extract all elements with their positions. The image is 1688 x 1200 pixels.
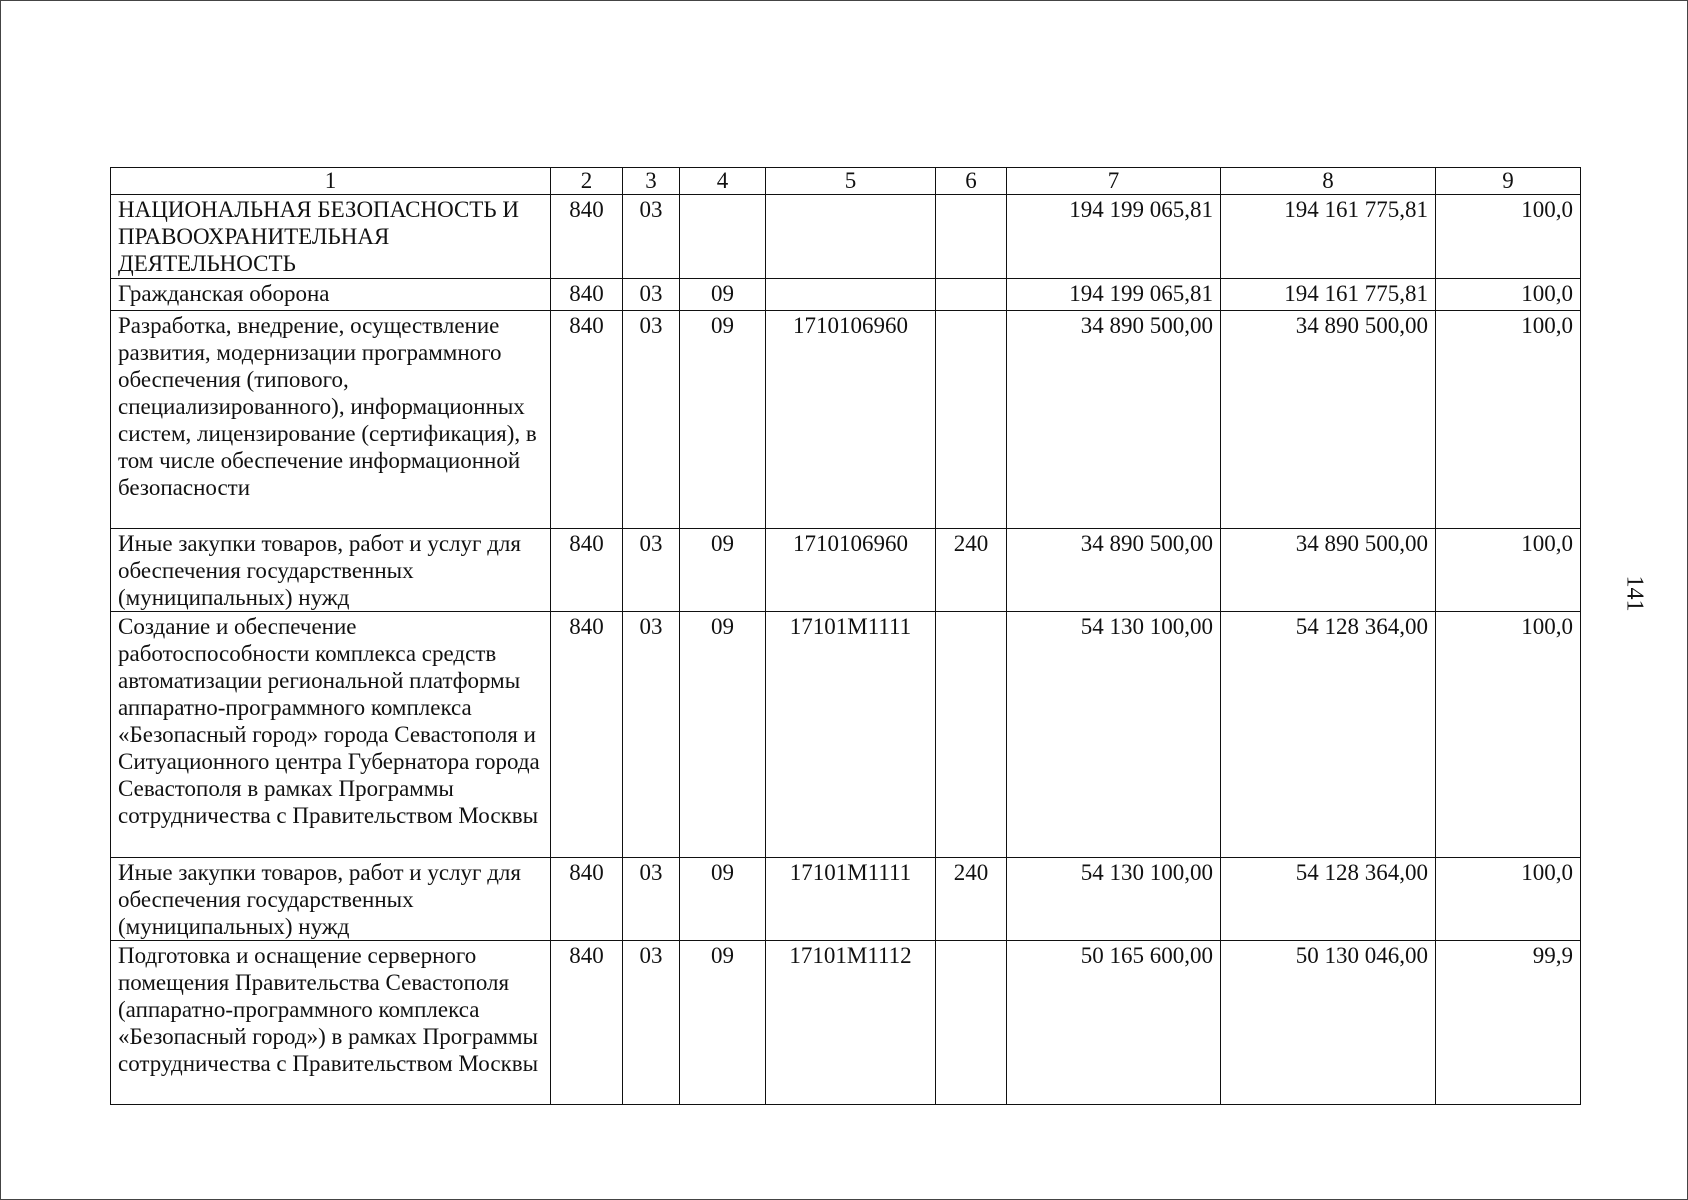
cell-executed: 194 161 775,81 (1221, 195, 1436, 279)
cell-section: 03 (623, 941, 680, 1105)
cell-subsection: 09 (680, 529, 766, 612)
cell-section: 03 (623, 612, 680, 858)
cell-ministry: 840 (551, 311, 623, 529)
cell-percent: 100,0 (1436, 612, 1581, 858)
cell-executed: 34 890 500,00 (1221, 529, 1436, 612)
header-cell: 6 (936, 168, 1007, 195)
table-header-row (111, 168, 1581, 195)
cell-planned: 34 890 500,00 (1007, 529, 1221, 612)
header-cell: 5 (766, 168, 936, 195)
cell-planned: 34 890 500,00 (1007, 311, 1221, 529)
cell-ministry: 840 (551, 279, 623, 311)
cell-planned: 50 165 600,00 (1007, 941, 1221, 1105)
cell-target-article: 17101М1112 (766, 941, 936, 1105)
cell-section: 03 (623, 195, 680, 279)
cell-expense-type: 240 (936, 529, 1007, 612)
cell-target-article (766, 195, 936, 279)
cell-subsection: 09 (680, 612, 766, 858)
table-row (111, 279, 1581, 311)
cell-expense-type (936, 941, 1007, 1105)
cell-planned: 194 199 065,81 (1007, 195, 1221, 279)
cell-executed: 50 130 046,00 (1221, 941, 1436, 1105)
cell-expense-type (936, 279, 1007, 311)
cell-ministry: 840 (551, 195, 623, 279)
table-row (111, 311, 1581, 529)
cell-target-article (766, 279, 936, 311)
row-name: Разработка, внедрение, осуществление развития, модернизации программного обеспечения (типового, специализированного), информационных систем, лицензирование (сертификация), в том числе обеспечение информационной безопасности (111, 311, 551, 529)
table-row (111, 195, 1581, 279)
cell-subsection (680, 195, 766, 279)
cell-subsection: 09 (680, 858, 766, 941)
row-name: НАЦИОНАЛЬНАЯ БЕЗОПАСНОСТЬ И ПРАВООХРАНИТЕЛЬНАЯ ДЕЯТЕЛЬНОСТЬ (111, 195, 551, 279)
budget-table (110, 167, 1581, 1105)
cell-executed: 194 161 775,81 (1221, 279, 1436, 311)
cell-subsection: 09 (680, 311, 766, 529)
cell-target-article: 17101М1111 (766, 858, 936, 941)
cell-section: 03 (623, 279, 680, 311)
cell-section: 03 (623, 529, 680, 612)
cell-expense-type: 240 (936, 858, 1007, 941)
cell-target-article: 1710106960 (766, 311, 936, 529)
cell-subsection: 09 (680, 941, 766, 1105)
cell-executed: 54 128 364,00 (1221, 612, 1436, 858)
table-row (111, 941, 1581, 1105)
cell-target-article: 17101М1111 (766, 612, 936, 858)
table-row (111, 529, 1581, 612)
cell-target-article: 1710106960 (766, 529, 936, 612)
header-cell: 7 (1007, 168, 1221, 195)
cell-percent: 100,0 (1436, 279, 1581, 311)
table-row (111, 612, 1581, 858)
cell-expense-type (936, 311, 1007, 529)
header-cell: 1 (111, 168, 551, 195)
cell-section: 03 (623, 311, 680, 529)
row-name: Создание и обеспечение работоспособности комплекса средств автоматизации региональной платформы аппаратно-программного комплекса «Безопасный город» города Севастополя и Ситуационного центра Губернатора города Севастополя в рамках Программы сотрудничества с Правительством Москвы (111, 612, 551, 858)
cell-expense-type (936, 612, 1007, 858)
cell-percent: 100,0 (1436, 195, 1581, 279)
cell-expense-type (936, 195, 1007, 279)
cell-planned: 54 130 100,00 (1007, 858, 1221, 941)
row-name: Иные закупки товаров, работ и услуг для обеспечения государственных (муниципальных) нужд (111, 858, 551, 941)
header-cell: 9 (1436, 168, 1581, 195)
cell-ministry: 840 (551, 529, 623, 612)
header-cell: 3 (623, 168, 680, 195)
header-cell: 4 (680, 168, 766, 195)
table-row (111, 858, 1581, 941)
header-cell: 2 (551, 168, 623, 195)
cell-section: 03 (623, 858, 680, 941)
cell-executed: 34 890 500,00 (1221, 311, 1436, 529)
cell-ministry: 840 (551, 858, 623, 941)
page-number: 141 (1621, 575, 1648, 612)
cell-percent: 100,0 (1436, 858, 1581, 941)
row-name: Подготовка и оснащение серверного помещения Правительства Севастополя (аппаратно-программного комплекса «Безопасный город») в рамках Программы сотрудничества с Правительством Москвы (111, 941, 551, 1105)
cell-percent: 100,0 (1436, 311, 1581, 529)
row-name: Гражданская оборона (111, 279, 551, 311)
cell-planned: 54 130 100,00 (1007, 612, 1221, 858)
cell-executed: 54 128 364,00 (1221, 858, 1436, 941)
row-name: Иные закупки товаров, работ и услуг для обеспечения государственных (муниципальных) нужд (111, 529, 551, 612)
cell-subsection: 09 (680, 279, 766, 311)
header-cell: 8 (1221, 168, 1436, 195)
cell-ministry: 840 (551, 941, 623, 1105)
cell-percent: 99,9 (1436, 941, 1581, 1105)
cell-percent: 100,0 (1436, 529, 1581, 612)
cell-ministry: 840 (551, 612, 623, 858)
cell-planned: 194 199 065,81 (1007, 279, 1221, 311)
